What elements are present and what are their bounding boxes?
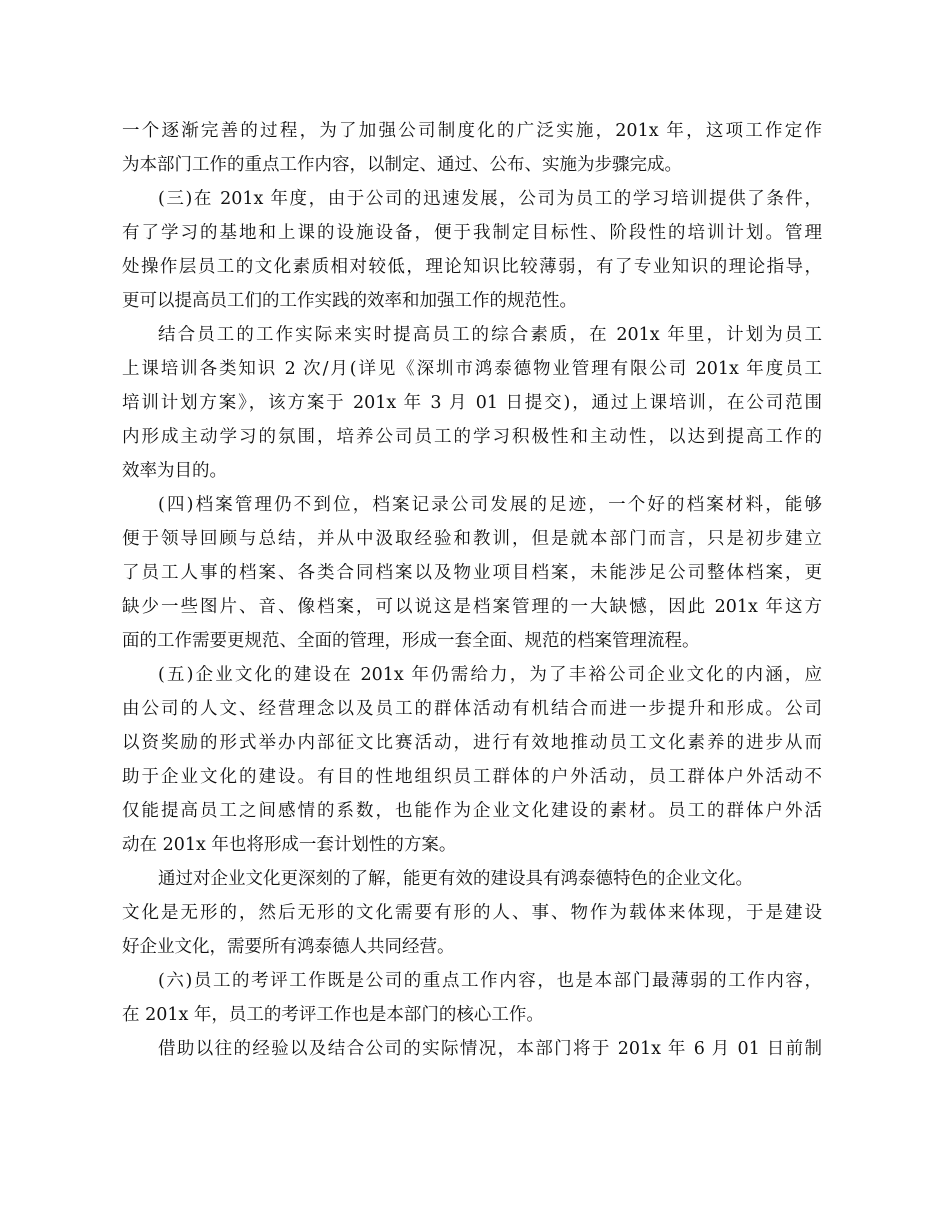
text-line: 更可以提高员工们的工作实践的效率和加强工作的规范性。 <box>122 291 577 311</box>
text-line: 内形成主动学习的氛围，培养公司员工的学习积极性和主动性，以达到提高工作的 <box>122 427 822 447</box>
text-line: 处操作层员工的文化素质相对较低，理论知识比较薄弱，有了专业知识的理论指导， <box>122 257 822 277</box>
text-line: 了员工人事的档案、各类合同档案以及物业项目档案，未能涉足公司整体档案，更 <box>122 563 822 583</box>
text-line: 有了学习的基地和上课的设施设备，便于我制定目标性、阶段性的培训计划。管理 <box>122 223 822 243</box>
text-line: 借助以往的经验以及结合公司的实际情况，本部门将于 201x 年 6 月 01 日前制 <box>158 1039 822 1059</box>
text-line: 好企业文化，需要所有鸿泰德人共同经营。 <box>122 937 455 957</box>
text-line: 上课培训各类知识 2 次/月(详见《深圳市鸿泰德物业管理有限公司 201x 年度员工 <box>122 359 822 379</box>
text-line: 文化是无形的，然后无形的文化需要有形的人、事、物作为载体来体现，于是建设 <box>122 903 822 923</box>
text-line: (四)档案管理仍不到位，档案记录公司发展的足迹，一个好的档案材料，能够 <box>158 495 822 515</box>
text-line: 助于企业文化的建设。有目的性地组织员工群体的户外活动，员工群体户外活动不 <box>122 767 822 787</box>
text-line: 由公司的人文、经营理念以及员工的群体活动有机结合而进一步提升和形成。公司 <box>122 699 822 719</box>
text-line: (五)企业文化的建设在 201x 年仍需给力，为了丰裕公司企业文化的内涵，应 <box>158 665 822 685</box>
document-body <box>122 114 822 1066</box>
text-line: 缺少一些图片、音、像档案，可以说这是档案管理的一大缺憾，因此 201x 年这方 <box>122 597 822 617</box>
text-line: 仅能提高员工之间感情的系数，也能作为企业文化建设的素材。员工的群体户外活 <box>122 801 822 821</box>
text-line: 培训计划方案》，该方案于 201x 年 3 月 01 日提交)，通过上课培训，在公司范围 <box>122 393 822 413</box>
text-line: 面的工作需要更规范、全面的管理，形成一套全面、规范的档案管理流程。 <box>122 631 700 651</box>
text-line: 便于领导回顾与总结，并从中汲取经验和教训，但是就本部门而言，只是初步建立 <box>122 529 822 549</box>
text-line: 动在 201x 年也将形成一套计划性的方案。 <box>122 835 457 855</box>
text-line: (六)员工的考评工作既是公司的重点工作内容，也是本部门最薄弱的工作内容， <box>158 971 822 991</box>
text-line: 效率为目的。 <box>122 461 227 481</box>
text-line: 通过对企业文化更深刻的了解，能更有效的建设具有鸿泰德特色的企业文化。 <box>158 869 753 889</box>
text-line: 一个逐渐完善的过程，为了加强公司制度化的广泛实施，201x 年，这项工作定作 <box>122 121 822 141</box>
text-line: 为本部门工作的重点工作内容，以制定、通过、公布、实施为步骤完成。 <box>122 155 682 175</box>
text-line: (三)在 201x 年度，由于公司的迅速发展，公司为员工的学习培训提供了条件， <box>158 189 822 209</box>
text-line: 结合员工的工作实际来实时提高员工的综合素质，在 201x 年里，计划为员工 <box>158 325 822 345</box>
text-line: 以资奖励的形式举办内部征文比赛活动，进行有效地推动员工文化素养的进步从而 <box>122 733 822 753</box>
text-line: 在 201x 年，员工的考评工作也是本部门的核心工作。 <box>122 1005 544 1025</box>
